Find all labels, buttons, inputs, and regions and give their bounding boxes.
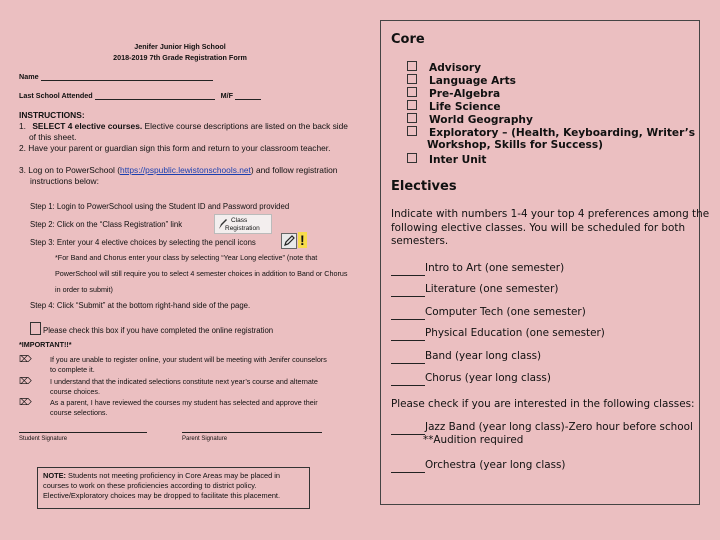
rank-blank[interactable]: [391, 286, 425, 297]
step-3-note-3: in order to submit): [55, 285, 113, 294]
core-item-cont: Workshop, Skills for Success): [427, 139, 604, 151]
core-item[interactable]: World Geography: [407, 113, 533, 127]
form-title: 2018-2019 7th Grade Registration Form: [113, 53, 247, 62]
class-registration-icon: Class Registration: [214, 214, 272, 234]
last-school-field[interactable]: [19, 91, 261, 100]
pencil-glyph-icon: [282, 234, 296, 248]
audition-note: **Audition required: [423, 434, 524, 446]
instructions-heading: INSTRUCTIONS:: [19, 110, 85, 120]
elective-row[interactable]: Intro to Art (one semester): [391, 262, 564, 276]
student-signature-line[interactable]: [19, 432, 147, 433]
note-line-1: NOTE: Students not meeting proficiency in Core Areas may be placed in: [43, 471, 281, 480]
core-checkbox[interactable]: [407, 74, 417, 84]
pointer-icon: ⌦: [19, 354, 32, 364]
step-1: Step 1: Login to PowerSchool using the Student ID and Password provided: [30, 202, 290, 211]
important-item-2-cont: course choices.: [50, 387, 100, 396]
step-3-note-1: *For Band and Chorus enter your class by selecting “Year Long elective” (note that: [55, 253, 318, 262]
core-item[interactable]: Advisory: [407, 61, 481, 75]
powerschool-link[interactable]: https://pspublic.lewistonschools.net: [120, 165, 251, 175]
important-item-1: ⌦ If you are unable to register online, your student will be meeting with Jenifer counselors: [19, 354, 327, 364]
pointer-icon: ⌦: [19, 376, 32, 386]
mf-line[interactable]: [235, 91, 261, 100]
parent-signature-label: Parent Signature: [182, 436, 228, 442]
step-4: Step 4: Click “Submit” at the bottom right-hand side of the page.: [30, 301, 251, 310]
interest-blank[interactable]: [391, 424, 425, 435]
instruction-1: 1. SELECT 4 elective courses. Elective course descriptions are listed on the back side: [19, 121, 348, 131]
core-heading: Core: [391, 32, 425, 47]
elective-row[interactable]: Chorus (year long class): [391, 372, 551, 386]
important-item-3-cont: course selections.: [50, 408, 108, 417]
completion-checkbox[interactable]: [30, 322, 41, 335]
last-school-line[interactable]: [95, 91, 215, 100]
instruction-1-cont: of this sheet.: [29, 132, 77, 142]
pencil-icon: [281, 233, 297, 249]
note-line-2: courses to work on these proficiencies according to district policy.: [43, 481, 257, 490]
completion-checkbox-row[interactable]: Please check this box if you have completed the online registration: [30, 322, 273, 336]
instruction-3: 3. Log on to PowerSchool (https://pspublic.lewistonschools.net) and follow registration: [19, 165, 338, 175]
note-line-3: Elective/Exploratory choices may be dropped to facilitate this placement.: [43, 491, 281, 500]
elective-row[interactable]: Physical Education (one semester): [391, 327, 605, 341]
important-heading: *IMPORTANT!!*: [19, 340, 72, 349]
elective-row[interactable]: Literature (one semester): [391, 283, 558, 297]
core-item[interactable]: Exploratory – (Health, Keyboarding, Writer’s: [407, 126, 695, 140]
warning-icon: !: [300, 232, 305, 248]
core-checkbox[interactable]: [407, 126, 417, 136]
electives-intro-3: semesters.: [391, 235, 449, 247]
core-checkbox[interactable]: [407, 100, 417, 110]
orchestra-row[interactable]: Orchestra (year long class): [391, 459, 565, 473]
core-checkbox[interactable]: [407, 87, 417, 97]
rank-blank[interactable]: [391, 265, 425, 276]
step-2: Step 2: Click on the “Class Registration” link: [30, 220, 183, 229]
mf-label: M/F: [220, 91, 233, 100]
core-item[interactable]: Pre-Algebra: [407, 87, 500, 101]
jazz-band-row[interactable]: Jazz Band (year long class)-Zero hour before school: [391, 421, 693, 435]
rank-blank[interactable]: [391, 353, 425, 364]
instruction-3-cont: instructions below:: [30, 176, 99, 186]
core-item[interactable]: Language Arts: [407, 74, 516, 88]
core-checkbox[interactable]: [407, 153, 417, 163]
electives-intro-1: Indicate with numbers 1-4 your top 4 preferences among the: [391, 208, 710, 220]
important-item-3: ⌦ As a parent, I have reviewed the courses my student has selected and approve their: [19, 397, 318, 407]
step-3: Step 3: Enter your 4 elective choices by selecting the pencil icons: [30, 238, 256, 247]
student-signature-label: Student Signature: [19, 436, 68, 442]
school-name: Jenifer Junior High School: [134, 42, 226, 51]
course-selection-panel: [380, 20, 710, 505]
electives-heading: Electives: [391, 179, 457, 194]
core-item[interactable]: Life Science: [407, 100, 501, 114]
rank-blank[interactable]: [391, 309, 425, 320]
important-item-1-cont: to complete it.: [50, 365, 95, 374]
step-3-note-2: PowerSchool will still require you to select 4 semester choices in addition to Band or Chorus: [55, 269, 348, 278]
name-field[interactable]: [19, 72, 213, 81]
instruction-2: 2. Have your parent or guardian sign this form and return to your classroom teacher.: [19, 143, 331, 153]
rank-blank[interactable]: [391, 330, 425, 341]
rank-blank[interactable]: [391, 375, 425, 386]
interest-blank[interactable]: [391, 462, 425, 473]
name-label: Name: [19, 72, 39, 81]
name-line[interactable]: [41, 72, 213, 81]
last-school-label: Last School Attended: [19, 91, 93, 100]
important-item-2: ⌦ I understand that the indicated selections constitute next year’s course and alternate: [19, 376, 318, 386]
electives-intro-2: following elective classes. You will be scheduled for both: [391, 222, 686, 234]
core-checkbox[interactable]: [407, 113, 417, 123]
core-checkbox[interactable]: [407, 61, 417, 71]
pointer-icon: ⌦: [19, 397, 32, 407]
note-box: [37, 467, 310, 509]
interest-prompt: Please check if you are interested in the following classes:: [391, 398, 695, 410]
parent-signature-line[interactable]: [182, 432, 322, 433]
core-item[interactable]: Inter Unit: [407, 153, 487, 167]
elective-row[interactable]: Computer Tech (one semester): [391, 306, 586, 320]
elective-row[interactable]: Band (year long class): [391, 350, 541, 364]
